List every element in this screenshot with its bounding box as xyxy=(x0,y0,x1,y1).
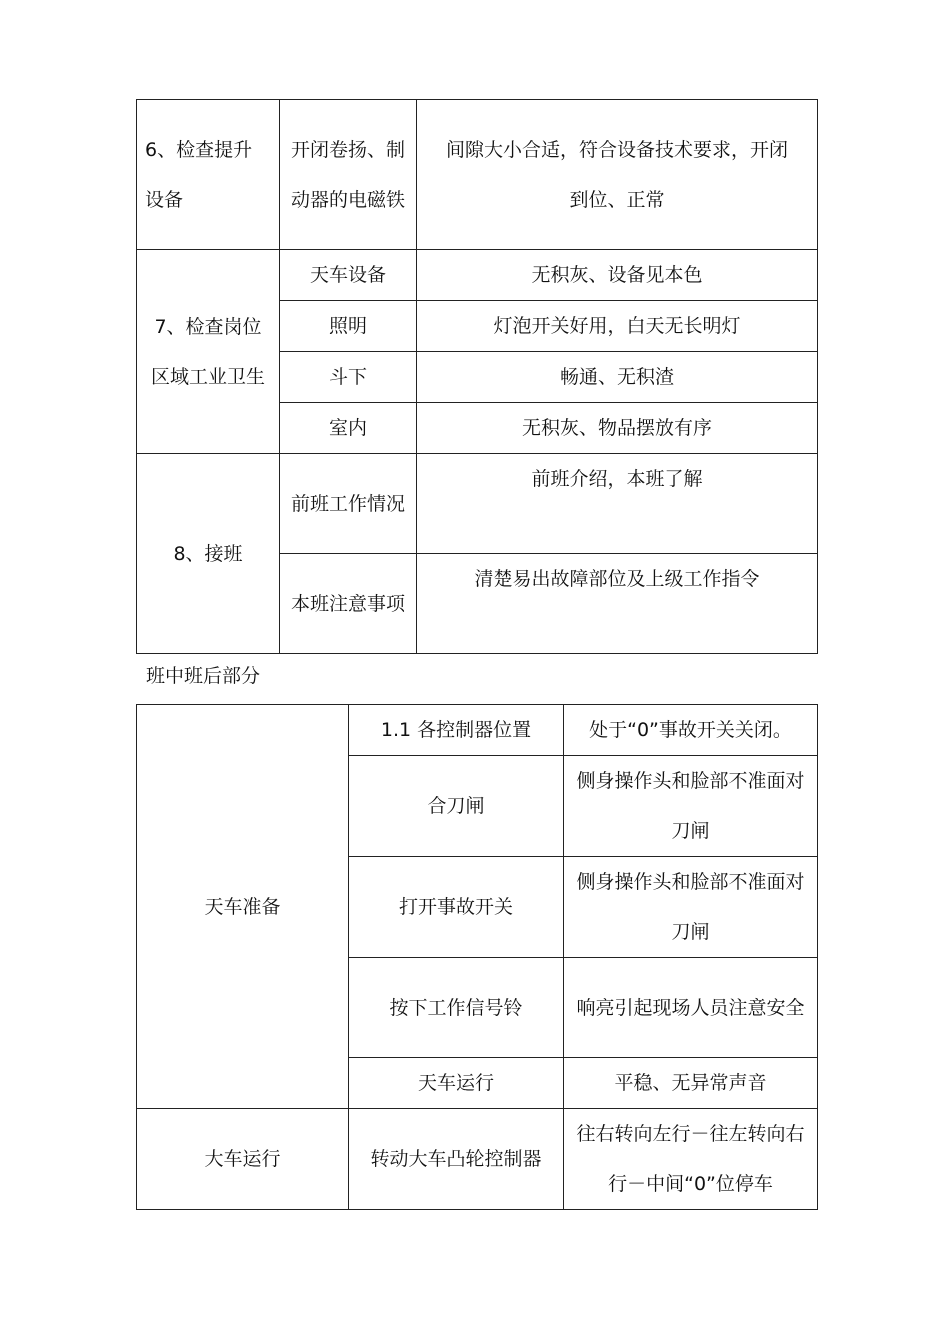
item-cell: 7、检查岗位区域工业卫生 xyxy=(137,250,280,454)
table-row xyxy=(137,454,818,554)
inspection-table-in-shift xyxy=(136,704,818,1210)
standard-cell: 响亮引起现场人员注意安全 xyxy=(564,958,818,1058)
sub-item-cell: 本班注意事项 xyxy=(280,554,417,654)
sub-item-cell: 按下工作信号铃 xyxy=(349,958,564,1058)
standard-line: 到位、正常 xyxy=(569,188,665,211)
standard-cell: 往右转向左行－往左转向右行－中间“0”位停车 xyxy=(564,1109,818,1210)
item-cell: 大车运行 xyxy=(137,1109,349,1210)
table-row xyxy=(137,1109,818,1210)
inspection-table-pre-shift xyxy=(136,99,818,654)
item-cell: 天车准备 xyxy=(137,705,349,1109)
standard-cell: 无积灰、物品摆放有序 xyxy=(417,403,818,454)
item-cell: 6、检查提升设备 xyxy=(137,100,280,250)
sub-item-cell: 合刀闸 xyxy=(349,756,564,857)
sub-item-cell: 天车运行 xyxy=(349,1058,564,1109)
sub-item-cell: 前班工作情况 xyxy=(280,454,417,554)
sub-item-cell: 天车设备 xyxy=(280,250,417,301)
standard-cell: 清楚易出故障部位及上级工作指令 xyxy=(417,554,818,654)
standard-cell: 灯泡开关好用，白天无长明灯 xyxy=(417,301,818,352)
section-title: 班中班后部分 xyxy=(146,665,261,687)
standard-cell xyxy=(417,100,818,250)
standard-cell: 侧身操作头和脸部不准面对刀闸 xyxy=(564,756,818,857)
standard-cell: 前班介绍，本班了解 xyxy=(417,454,818,554)
standard-cell: 无积灰、设备见本色 xyxy=(417,250,818,301)
sub-item-cell: 1.1 各控制器位置 xyxy=(349,705,564,756)
standard-cell: 畅通、无积渣 xyxy=(417,352,818,403)
table-row xyxy=(137,705,818,756)
sub-item-cell: 转动大车凸轮控制器 xyxy=(349,1109,564,1210)
table-row xyxy=(137,250,818,301)
sub-item-cell: 开闭卷扬、制动器的电磁铁 xyxy=(280,100,417,250)
standard-cell: 侧身操作头和脸部不准面对刀闸 xyxy=(564,857,818,958)
sub-item-cell: 室内 xyxy=(280,403,417,454)
sub-item-cell: 照明 xyxy=(280,301,417,352)
standard-cell: 平稳、无异常声音 xyxy=(564,1058,818,1109)
standard-cell: 处于“0”事故开关关闭。 xyxy=(564,705,818,756)
sub-item-cell: 斗下 xyxy=(280,352,417,403)
sub-item-cell: 打开事故开关 xyxy=(349,857,564,958)
item-cell: 8、接班 xyxy=(137,454,280,654)
table-row xyxy=(137,100,818,250)
standard-line: 间隙大小合适，符合设备技术要求，开闭 xyxy=(445,138,788,161)
